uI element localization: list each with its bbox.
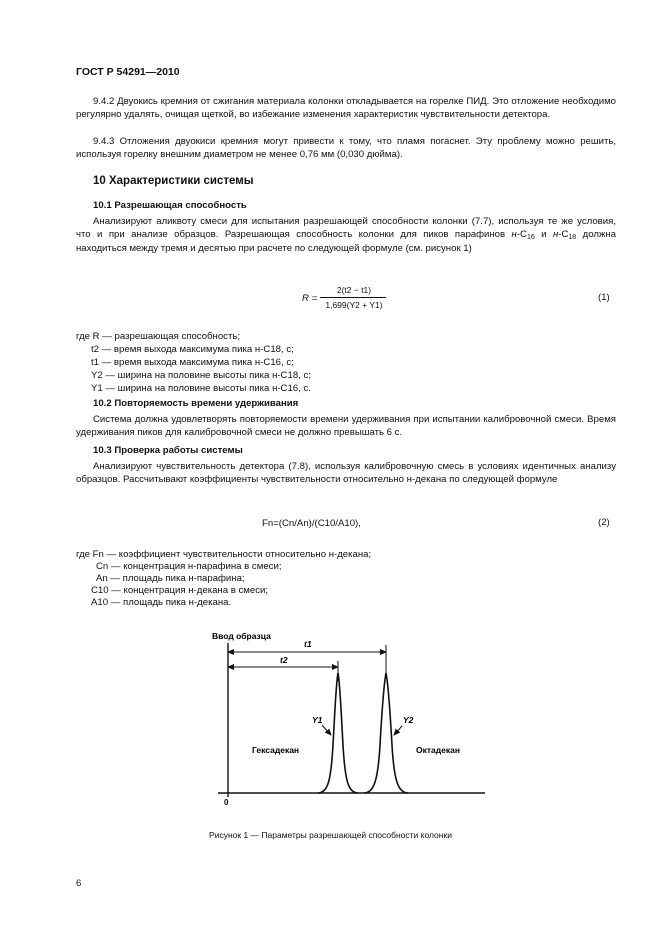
t2-label: t2 [280,655,288,665]
definition-line: Cn — концентрация н-парафина в смеси; [96,561,282,572]
formula-1-denominator: 1,699(Y2 + Y1) [325,300,383,310]
fraction-bar [320,297,386,298]
figure-1-chromatogram [200,625,500,815]
y2-label: Y2 [403,715,414,725]
section-10-3-text: Анализируют чувствительность детектора (7.8), используя калибровочную смесь в условиях идентичных анализу образцов. Рассчитывают коэффициенты чувствительности относительно н-декана по следующей формуле [76,461,616,486]
definition-line: A10 — площадь пика н-декана. [91,597,232,608]
origin-label: 0 [224,798,229,807]
definition-line: t1 — время выхода максимума пика н-C16, с; [91,357,294,368]
section-10-1-title: 10.1 Разрешающая способность [93,200,247,211]
peak-hexadecane [318,673,358,793]
y1-arrow [322,725,331,735]
section-10-1-text: Анализируют аликвоту смеси для испытания разрешающей способности колонки (7.7), используя те же условия, что и при анализе образцов. Разрешающая способность колонки для пиков парафинов $н-C_{16}$ и $н-C_{18}$ должна находиться между тремя и десятью при расчете по следующей формуле (см. рисунок 1) [76,216,616,254]
paragraph-9-4-3: 9.4.3 Отложения двуокиси кремния могут привести к тому, что пламя погаснет. Эту проблему можно решить, используя горелку внешним диаметром не менее 0,76 мм (0,030 дюйма). [76,136,616,161]
paragraph-9-4-2: 9.4.2 Двуокись кремния от сжигания материала колонки откладывается на горелке ПИД. Это отложение необходимо регулярно удалять, очищая щеткой, во избежание изменения характеристик чувствительности детектора. [76,96,616,121]
section-10-1-text-a: Анализируют аликвоту смеси для испытания разрешающей способности колонки (7.7), используя те же условия, что и при анализе образцов. Разрешающая способность колонки для пиков парафинов [76,216,616,241]
definition-line: C10 — концентрация н-декана в смеси; [91,585,269,596]
t1-label: t1 [304,639,312,649]
definition-line: An — площадь пика н-парафина; [96,573,245,584]
section-10-3-title: 10.3 Проверка работы системы [93,445,243,456]
injection-label: Ввод образца [212,631,271,641]
section-10-2-text: Система должна удовлетворять повторяемости времени удерживания при испытании калибровочной смеси. Время удерживания пиков для калибровочной смеси не должно превышать 6 с. [76,414,616,439]
peak1-label: Гексадекан [252,745,300,755]
definition-line: где R — разрешающая способность; [76,331,241,342]
y2-arrow [394,726,402,735]
y1-label: Y1 [312,715,323,725]
formula-2-number: (2) [598,517,610,528]
peak-octadecane [364,673,408,793]
section-10-2-title: 10.2 Повторяемость времени удерживания [93,398,299,409]
formula-2: Fn=(Cn/An)/(C10/A10), [262,518,361,529]
definition-line: t2 — время выхода максимума пика н-C18, с; [91,344,294,355]
section-10-1-text-b: должна находиться между тремя и десятью при расчете по следующей формуле (см. рисунок 1) [76,229,616,254]
figure-1-caption: Рисунок 1 — Параметры разрешающей способности колонки [209,830,452,840]
formula-1-number: (1) [598,292,610,303]
formula-1-lhs: R = [302,293,318,304]
formula-1-numerator: 2(t2 − t1) [336,285,372,295]
definition-line: где Fn — коэффициент чувствительности относительно н-декана; [76,549,372,560]
definition-line: Y2 — ширина на половине высоты пика н-C18, с; [91,370,311,381]
section-10-title: 10 Характеристики системы [93,175,254,187]
definition-line: Y1 — ширина на половине высоты пика н-C16, с. [91,383,311,394]
peak2-label: Октадекан [416,745,460,755]
page-number: 6 [76,878,82,889]
document-header: ГОСТ Р 54291—2010 [76,66,180,78]
